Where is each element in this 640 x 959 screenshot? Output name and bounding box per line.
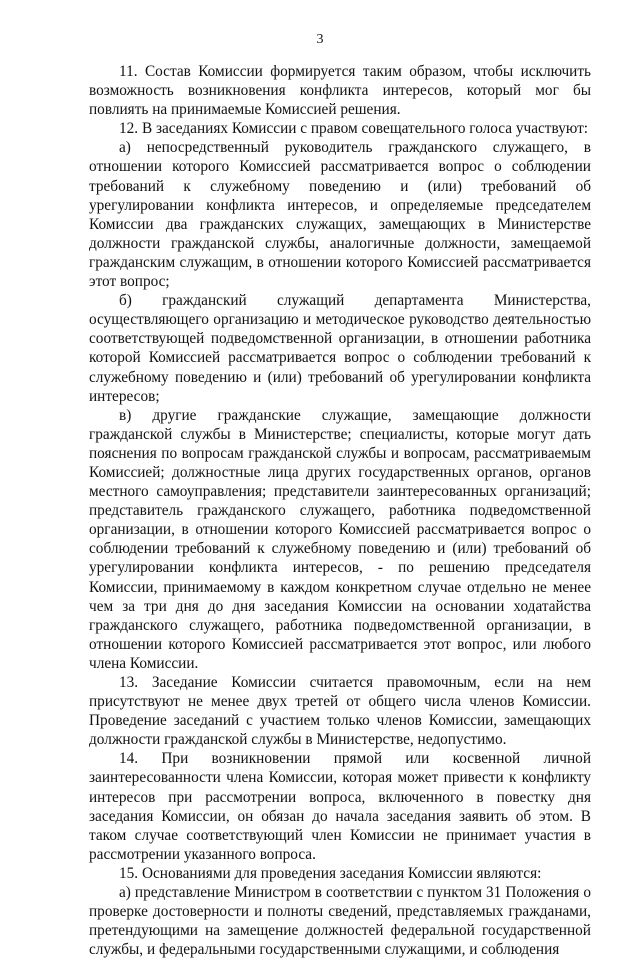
document-body [89, 62, 591, 959]
paragraph-11: 11. Состав Комиссии формируется таким образом, чтобы исключить возможность возникновения конфликта интересов, который мог бы повлиять на принимаемые Комиссией решения. [89, 63, 591, 119]
paragraph-15: 15. Основаниями для проведения заседания Комиссии являются: [119, 864, 542, 882]
page-number: 3 [316, 32, 324, 47]
paragraph-13: 13. Заседание Комиссии считается правомочным, если на нем присутствуют не менее двух третей от общего числа членов Комиссии. Проведение заседаний с участием только членов Комиссии, замещающих должности гражданской службы в Министерстве, недопустимо. [89, 674, 591, 749]
paragraph-12-b: б) гражданский служащий департамента Министерства, осуществляющего организацию и методическое руководство деятельностью соответствующей подведомственной организации, в отношении работника которой Комиссией рассматривается вопрос о соблюдении требований к служебному поведению и (или) требований об урегулировании конфликта интересов; [89, 292, 591, 405]
paragraph-15-a: а) представление Министром в соответствии с пунктом 31 Положения о проверке достоверности и полноты сведений, представляемых гражданами, претендующими на замещение должностей федеральной государственной службы, и федеральными государственными служащими, и соблюдения [89, 884, 591, 959]
paragraph-12-v: в) другие гражданские служащие, замещающие должности гражданской службы в Министерстве; специалисты, которые могут дать пояснения по вопросам гражданской службы и вопросам, рассматриваемым Комиссией; должностные лица других государственных органов, органов местного самоуправления; представители заинтересованных организаций; представитель гражданского служащего, работника подведомственной организации, в отношении которого Комиссией рассматривается вопрос о соблюдении требований к служебному поведению и (или) требований об урегулировании конфликта интересов, - по решению председателя Комиссии, принимаемому в каждом конкретном случае отдельно не менее чем за три дня до дня заседания Комиссии на основании ходатайства гражданского служащего, работника подведомственной организации, в отношении которого Комиссией рассматривается этот вопрос, или любого члена Комиссии. [89, 406, 591, 672]
paragraph-14: 14. При возникновении прямой или косвенной личной заинтересованности члена Комиссии, которая может привести к конфликту интересов при рассмотрении вопроса, включенного в повестку дня заседания Комиссии, он обязан до начала заседания заявить об этом. В таком случае соответствующий член Комиссии не принимает участия в рассмотрении указанного вопроса. [89, 750, 591, 863]
paragraph-12-a: а) непосредственный руководитель гражданского служащего, в отношении которого Комиссией рассматривается вопрос о соблюдении требований к служебному поведению и (или) требований об урегулировании конфликта интересов, и определяемые председателем Комиссии два гражданских служащих, замещающих в Министерстве должности гражданской службы, аналогичные должности, замещаемой гражданским служащим, в отношении которого Комиссией рассматривается этот вопрос; [89, 139, 591, 291]
paragraph-12: 12. В заседаниях Комиссии с правом совещательного голоса участвуют: [119, 120, 589, 138]
